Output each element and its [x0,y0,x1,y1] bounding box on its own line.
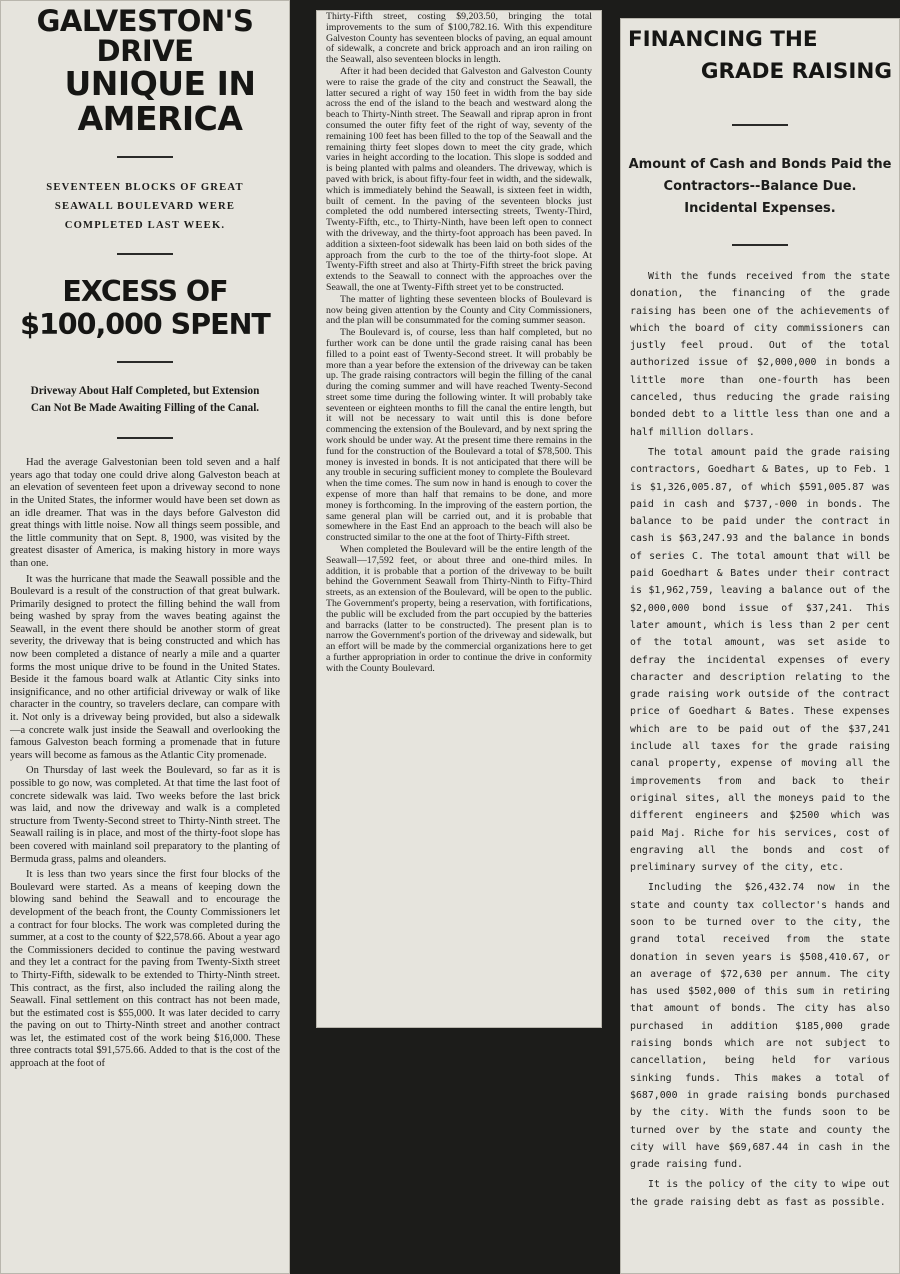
headline-line-1: GALVESTON'S DRIVE [36,4,254,69]
paragraph: Including the $26,432.74 now in the state and county tax collector's hands and soon to be turned over to the city, the grand total received from the state donation in seven years is $508,410.67, or an average of $72,630 per annum. The city has used $502,000 of this sum in retiring that amount of bonds. The city has also purchased in addition $185,000 grade raising bonds which are not subject to cancellation, being held for various sinking funds. This makes a total of $687,000 in grade raising bonds purchased by the city. With the funds soon to be turned over by the state and county the city will have $69,687.44 in cash in the grade raising fund. [630,882,890,1171]
clipping-continuation [316,10,602,1028]
paragraph: After it had been decided that Galveston and Galveston County were to raise the grade of the city and construct the Seawall, the latter secured a right of way 150 feet in width from the bay side across the end of the island to the beach and westward along the beach to Thirty-Ninth street. The Seawall and riprap apron in front consumed the outer fifty feet of the right of way, seventy of the remaining 100 feet has been filled to the top of the Seawall and the remaining thirty feet slopes down to meet the city grade, which varies in height according to the location. This slope is sodded and is being planted with palms and oleanders. The driveway, which is paved with brick, is about fifty-four feet in width, and the sidewalk, which is immediately behind the Seawall, is sixteen feet in width, built of cement. In the paving of the seventeen blocks just completed the odd numbered intersecting streets, Twenty-Third, Twenty-Fifth, etc., to Thirty-Ninth, have been left open to connect with the driveway, and the thirty-foot approach has been paved. In addition a sixteen-foot sidewalk has been laid on both sides of the approach from the curb to the toe of the thirty-foot slope. At Twenty-Fifth street and also at Thirty-Fifth street the brick paving extends to the Seawall to connect with the approaches over the Seawall, the one at Twenty-Fifth street yet to be constructed. [326,65,592,293]
divider [732,124,788,126]
divider [117,437,173,439]
paragraph: On Thursday of last week the Boulevard, so far as it is possible to go now, was completed. At that time the last foot of concrete sidewalk was laid. Two weeks before the last brick was laid, and now the driveway and walk is a completed structure from Twenty-Second street to Thirty-Ninth street. The Seawall railing is in place, and most of the thirty-foot slope has been covered with mainland soil preparatory to the planting of Bermuda grass, palms and oleanders. [10,765,280,865]
headline-line-1: FINANCING THE [628,27,818,52]
subheadline: SEVENTEEN BLOCKS OF GREAT SEAWALL BOULEVARD WERE COMPLETED LAST WEEK. [46,182,244,232]
deck: Amount of Cash and Bonds Paid the Contractors--Balance Due. Incidental Expenses. [628,157,892,216]
paragraph: Had the average Galvestonian been told seven and a half years ago that today one could drive along Galveston beach at an elevation of seventeen feet upon a driveway second to none in the United States, the informer would have been set down as an idle dreamer. That was in the days before Galveston did great things with little noise. Now all things seem possible, and the little community that on Sept. 8, 1900, was visited by the greatest disaster of America, is making history in more ways than one. [10,457,280,569]
paragraph: The Boulevard is, of course, less than half completed, but no further work can be done until the grade raising canal has been filled to a point east of Twenty-Second street. It will probably be more than a year before the extension of the driveway can be taken up. The grade raising contractors will begin the filling of the canal during the coming summer and will have reached Twenty-Second street some time during the following winter. It will probably take seventeen or eighteen months to fill the canal the entire length, but it will not be necessary to wait until this is done before commencing the extension of the Boulevard, and by next spring the work should be under way. At the present time there remains in the fund for the construction of the Boulevard a total of $78,500. This money is invested in bonds. It is not anticipated that there will be any trouble in securing sufficient money to complete the Boulevard when the time comes. The sum now in hand is enough to cover the expense of more than half that remains to be done, and more money is forthcoming. In the improving of the eastern portion, the same general plan will be carried out, and it is probable that somewhere in the East End an approach to the beach will also be constructed similar to the one at the foot of Thirty-Fifth street. [326,327,592,544]
headline-line-2: UNIQUE IN AMERICA [64,63,256,138]
paragraph: It was the hurricane that made the Seawall possible and the Boulevard is a result of the construction of that great bulwark. Primarily designed to protect the filling behind the wall from being washed by spray from the waves beating against the Seawall, in the event there should be another storm of great severity, the driveway that is being constructed and which has now been completed a distance of nearly a mile and a quarter forms the most unique drive to be found in the United States. Beside it the famous board walk at Atlantic City sinks into insignificance, and no other artificial driveway or walk of like character in the country, so travelers declare, can compare with it. Not only is a driveway being provided, but also a sidewalk —a concrete walk just inside the Seawall and overlooking the famous Galveston beach forming a promenade that in future years will become as famous as the Atlantic City promenade. [10,573,280,761]
financing-headline [628,24,892,88]
paragraph: It is the policy of the city to wipe out the grade raising debt as fast as possible. [630,1179,890,1208]
secondary-headline: EXCESS OF $100,000 SPENT [20,275,270,342]
article-continuation [326,12,592,675]
article-body [630,268,890,1211]
divider [117,156,173,158]
paragraph: When completed the Boulevard will be the entire length of the Seawall—17,592 feet, or about three and one-third miles. In addition, it is probable that a portion of the driveway to be built behind the Government Seawall from Thirty-Ninth to Fifty-Third streets, as an extension of the Boulevard, will be open to the public. The Government's property, being a reservation, with fortifications, the public will be excluded from the part occupied by the batteries and barracks (latter to be constructed). The present plan is to narrow the Government's portion of the driveway and sidewalk, but an effort will be made by the commercial organizations here to get a further appropriation in order to continue the drive in conformity with the County Boulevard. [326,544,592,674]
divider [117,253,173,255]
clipping-financing [620,18,900,1274]
paragraph: With the funds received from the state donation, the financing of the grade raising has been one of the achievements of which the board of city commissioners can justly feel proud. Out of the total authorized issue of $2,000,000 in bonds a little more than one-fourth has been canceled, thus reducing the grade raising bonded debt to a little less than one and a half million dollars. [630,271,890,438]
divider [117,361,173,363]
clipping-galveston-drive [0,0,290,1274]
paragraph: The matter of lighting these seventeen blocks of Boulevard is now being given attention by the County and City Commissioners, and the plan will be consummated for the coming summer season. [326,293,592,327]
paragraph: The total amount paid the grade raising contractors, Goedhart & Bates, up to Feb. 1 is $1,326,005.87, of which $591,005.87 was paid in cash and $737,-000 in bonds. The balance to be paid under the contract in cash is $63,247.93 and the balance in bonds of series C. The total amount that will be paid Goedhart & Bates under their contract is $1,962,759, leaving a balance out of the $2,000,000 bond issue of $37,241. This later amount, which is less than 2 per cent of the total amount, was set aside to defray the incidental expenses of every character and description relating to the grade raising work outside of the contract price of Goedhart & Bates. These expenses which are to be paid out of the $37,241 include all taxes for the grade raising canal property, expense of moving all the improvements from and back to their original sites, all the moneys paid to the different engineers and $2500 which was paid Maj. Riche for his services, cost of engraving all the bonds and cost of preliminary survey of the city, etc. [630,446,890,874]
divider [732,244,788,246]
paragraph: It is less than two years since the first four blocks of the Boulevard were started. As a means of keeping down the blowing sand behind the Seawall and to encourage the development of the beach front, the County Commissioners let a contract for four blocks. The work was completed during the summer, at a cost to the county of $22,578.66. About a year ago the Commissioners decided to continue the paving westward and they let a contract for the paving from Twenty-Sixth street to Thirty-Fifth, sidewalk to be extended to Thirty-Ninth street. This contract, as the first, also included the railing along the Seawall. Final settlement on this contract has not been made, but the estimated cost is $55,000. It was later decided to carry the paving on out to Thirty-Ninth street and another contract was let, the estimated cost of the work being $16,000. These three contracts total $91,575.66. Added to that is the cost of the approach at the foot of [10,869,280,1070]
paragraph: Thirty-Fifth street, costing $9,203.50, bringing the total improvements to the sum of $100,782.16. With this expenditure Galveston County has seventeen blocks of paving, an equal amount of sidewalk, a concrete and brick approach and an iron railing on the Seawall, also seventeen blocks in length. [326,11,592,66]
article-body [10,457,280,1071]
deck: Driveway About Half Completed, but Extension Can Not Be Made Awaiting Filling of the Canal. [30,385,260,415]
headline-line-2: GRADE RAISING [700,59,892,84]
